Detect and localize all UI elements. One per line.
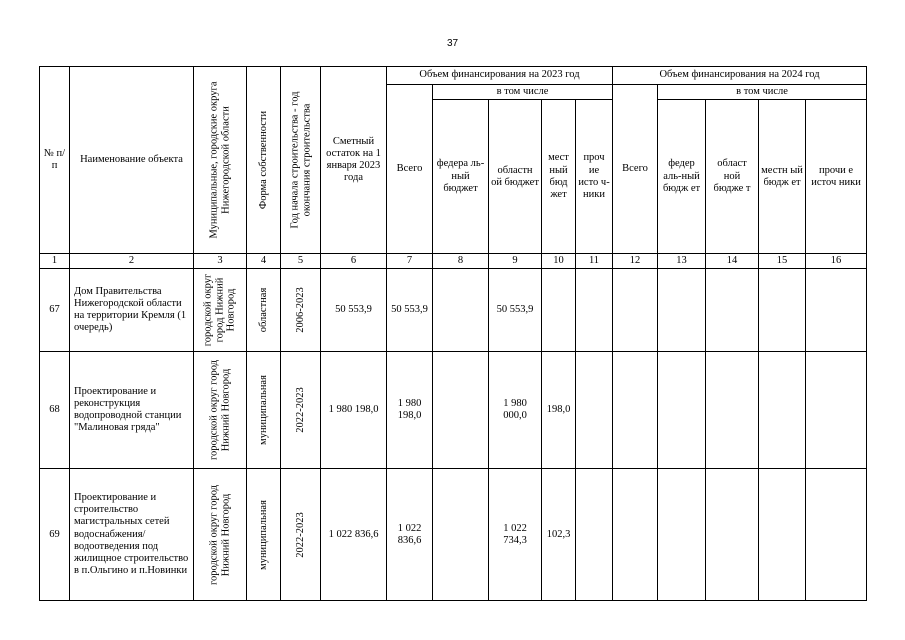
row-federal-2023 — [433, 469, 489, 601]
row-municipality: городской округ город Нижний Новгород — [194, 352, 247, 469]
row-municipality: городской округ город Нижний Новгород — [194, 469, 247, 601]
row-regional-2024 — [706, 469, 759, 601]
row-total-2023: 50 553,9 — [387, 269, 433, 352]
header-including-2024: в том числе — [658, 85, 867, 100]
row-federal-2024 — [658, 469, 706, 601]
row-name: Проектирование и строительство магистральных сетей водоснабжения/водоотведения под жилищное строительство в п.Ольгино и п.Новинки — [70, 469, 194, 601]
row-years: 2006-2023 — [281, 269, 321, 352]
header-funding-2023: Объем финансирования на 2023 год — [387, 67, 613, 85]
column-index: 16 — [806, 254, 867, 269]
column-index: 9 — [489, 254, 542, 269]
table-row — [40, 469, 867, 601]
table-row — [40, 352, 867, 469]
column-index: 5 — [281, 254, 321, 269]
header-other-2024: прочи е источ ники — [806, 100, 867, 254]
row-federal-2023 — [433, 269, 489, 352]
column-index: 6 — [321, 254, 387, 269]
header-local-2024: местн ый бюдж ет — [759, 100, 806, 254]
header-local-2023: мест ный бюд жет — [542, 100, 576, 254]
row-other-2023 — [576, 269, 613, 352]
row-num: 68 — [40, 352, 70, 469]
row-num: 67 — [40, 269, 70, 352]
financing-table — [39, 66, 867, 601]
header-name: Наименование объекта — [70, 67, 194, 254]
row-name: Дом Правительства Нижегородской области на территории Кремля (1 очередь) — [70, 269, 194, 352]
row-total-2023: 1 980 198,0 — [387, 352, 433, 469]
row-remaining: 1 022 836,6 — [321, 469, 387, 601]
row-federal-2023 — [433, 352, 489, 469]
column-index: 7 — [387, 254, 433, 269]
row-total-2024 — [613, 269, 658, 352]
header-total-2023: Всего — [387, 85, 433, 254]
row-name: Проектирование и реконструкция водопроводной станции "Малиновая гряда" — [70, 352, 194, 469]
row-local-2024 — [759, 469, 806, 601]
header-years: Год начала строительства - год окончания строительства — [281, 67, 321, 254]
header-municipality: Муниципальные, городские округа Нижегородской области — [194, 67, 247, 254]
row-regional-2023: 50 553,9 — [489, 269, 542, 352]
row-local-2023: 198,0 — [542, 352, 576, 469]
row-municipality: городской округ город Нижний Новгород — [194, 269, 247, 352]
row-years: 2022-2023 — [281, 352, 321, 469]
row-regional-2023: 1 980 000,0 — [489, 352, 542, 469]
column-index-row — [40, 254, 867, 269]
row-ownership: муниципальная — [247, 352, 281, 469]
header-ownership: Форма собственности — [247, 67, 281, 254]
header-total-2024: Всего — [613, 85, 658, 254]
header-remaining: Сметный остаток на 1 января 2023 года — [321, 67, 387, 254]
column-index: 15 — [759, 254, 806, 269]
row-other-2024 — [806, 469, 867, 601]
column-index: 2 — [70, 254, 194, 269]
row-local-2024 — [759, 352, 806, 469]
row-local-2023: 102,3 — [542, 469, 576, 601]
row-federal-2024 — [658, 269, 706, 352]
page-number: 37 — [446, 38, 459, 49]
column-index: 11 — [576, 254, 613, 269]
column-index: 8 — [433, 254, 489, 269]
row-ownership: областная — [247, 269, 281, 352]
row-total-2023: 1 022 836,6 — [387, 469, 433, 601]
row-other-2024 — [806, 269, 867, 352]
row-other-2023 — [576, 352, 613, 469]
column-index: 13 — [658, 254, 706, 269]
table-row — [40, 269, 867, 352]
row-num: 69 — [40, 469, 70, 601]
row-regional-2023: 1 022 734,3 — [489, 469, 542, 601]
column-index: 10 — [542, 254, 576, 269]
row-other-2023 — [576, 469, 613, 601]
row-regional-2024 — [706, 352, 759, 469]
column-index: 4 — [247, 254, 281, 269]
row-other-2024 — [806, 352, 867, 469]
column-index: 12 — [613, 254, 658, 269]
header-federal-2023: федера ль-ный бюджет — [433, 100, 489, 254]
row-remaining: 1 980 198,0 — [321, 352, 387, 469]
row-total-2024 — [613, 352, 658, 469]
row-local-2024 — [759, 269, 806, 352]
header-funding-2024: Объем финансирования на 2024 год — [613, 67, 867, 85]
row-regional-2024 — [706, 269, 759, 352]
header-regional-2023: областн ой бюджет — [489, 100, 542, 254]
header-including-2023: в том числе — [433, 85, 613, 100]
row-total-2024 — [613, 469, 658, 601]
column-index: 1 — [40, 254, 70, 269]
column-index: 14 — [706, 254, 759, 269]
column-index: 3 — [194, 254, 247, 269]
row-federal-2024 — [658, 352, 706, 469]
row-years: 2022-2023 — [281, 469, 321, 601]
header-regional-2024: област ной бюдже т — [706, 100, 759, 254]
header-other-2023: проч ие исто ч-ники — [576, 100, 613, 254]
row-ownership: муниципальная — [247, 469, 281, 601]
row-remaining: 50 553,9 — [321, 269, 387, 352]
row-local-2023 — [542, 269, 576, 352]
header-num: № п/п — [40, 67, 70, 254]
header-federal-2024: федер аль-ный бюдж ет — [658, 100, 706, 254]
